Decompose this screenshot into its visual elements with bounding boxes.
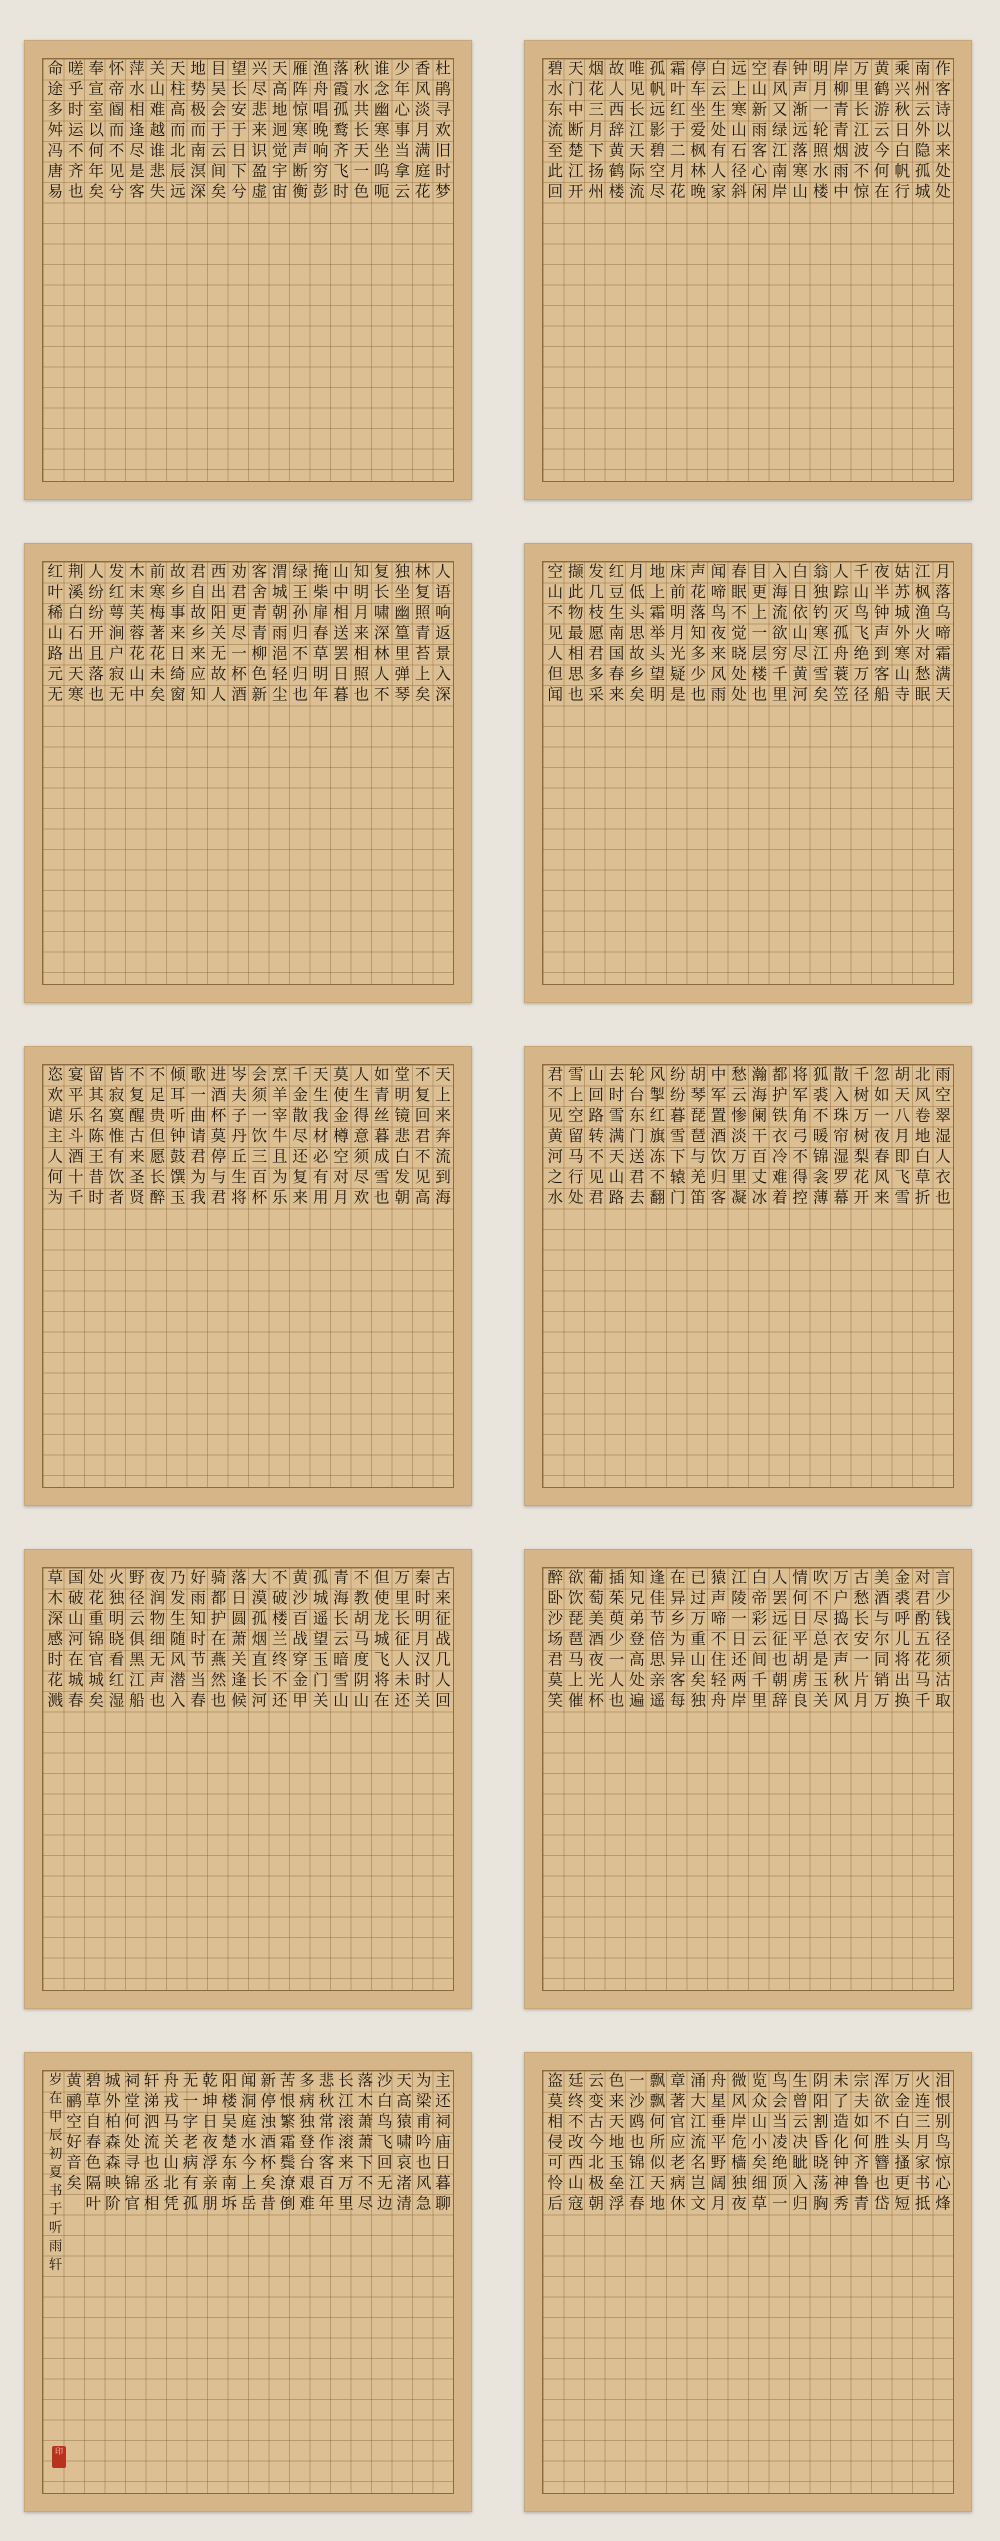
text-column: 祠堂何处寻锦官	[122, 2072, 141, 2216]
text-column: 钟声渐远落寒山	[790, 60, 809, 204]
text-column: 人语响返景入深	[433, 563, 451, 707]
text-column: 胡琴琵琶与羌笛	[688, 1066, 707, 1210]
text-column: 夜半钟声到客船	[871, 563, 890, 707]
text-column: 怀帝阍而不见兮	[106, 60, 125, 204]
text-column: 处花重锦官城矣	[86, 1569, 105, 1713]
text-column: 山中相送罢日暮	[330, 563, 349, 707]
calligraphy-panel	[524, 1046, 972, 1506]
text-column: 言少钱径须沽取	[933, 1569, 951, 1713]
text-column: 空山不见人但闻	[545, 563, 564, 707]
text-column: 葡萄美酒夜光杯	[586, 1569, 605, 1713]
text-column: 少年心事当拿云	[392, 60, 411, 204]
text-column: 醉卧沙场君莫笑	[545, 1569, 564, 1713]
text-columns	[542, 1064, 954, 1488]
calligraphy-panel	[24, 1046, 472, 1506]
text-column: 狐裘不暖锦衾薄	[810, 1066, 829, 1210]
text-column: 黄沙百战穿金甲	[290, 1569, 309, 1713]
text-column: 散入珠帘湿罗幕	[830, 1066, 849, 1210]
text-column: 章著官应老病休	[667, 2072, 686, 2216]
text-column: 不足贵但愿长醉	[147, 1066, 166, 1210]
text-column: 杜鹃寻欢旧时梦	[433, 60, 451, 204]
text-column: 林复照青苔上矣	[412, 563, 431, 707]
text-column: 作客诗以来处处	[933, 60, 951, 204]
text-column: 知明月来相照也	[351, 563, 370, 707]
text-column: 发红萼涧户寂无	[106, 563, 125, 707]
text-column: 白日依山尽黄河	[790, 563, 809, 707]
text-column: 堂明镜悲白发朝	[392, 1066, 411, 1210]
text-column: 留其名陈王昔时	[86, 1066, 105, 1210]
text-columns	[542, 58, 954, 482]
calligraphy-panel	[24, 2052, 472, 2512]
text-column: 色来天地玉垒浮	[606, 2072, 625, 2216]
text-column: 瀚海阑干百丈冰	[749, 1066, 768, 1210]
text-column: 天高地迥觉宇宙	[269, 60, 288, 204]
text-column: 白帝彩云间千里	[749, 1569, 768, 1713]
text-column: 唯见长江天际流	[626, 60, 645, 204]
text-column: 奉宣室以何年矣	[86, 60, 105, 204]
text-column: 闻啼鸟夜来风雨	[708, 563, 727, 707]
text-column: 君不见黄河之水	[545, 1066, 564, 1210]
text-column: 美酒与尔同销万	[871, 1569, 890, 1713]
text-column: 月低头思故乡矣	[626, 563, 645, 707]
text-column: 闻洞庭水今上岳	[238, 2072, 257, 2216]
text-column: 万里长江波不惊	[851, 60, 870, 204]
text-column: 如青丝暮成雪也	[371, 1066, 390, 1210]
text-column: 浑欲不胜簪也岱	[871, 2072, 890, 2216]
text-column: 对君酌五花马千	[912, 1569, 931, 1713]
text-column: 火连三月家书抵	[912, 2072, 931, 2216]
text-column: 目更上一层楼也	[749, 563, 768, 707]
text-column: 天高猿啸哀渚清	[394, 2072, 413, 2216]
text-column: 万金白头搔更短	[892, 2072, 911, 2216]
text-column: 地上霜举头望明	[647, 563, 666, 707]
text-column: 人罢远征也朝辞	[769, 1569, 788, 1713]
text-column: 中军置酒饮归客	[708, 1066, 727, 1210]
text-column: 乃发生随风潜入	[167, 1569, 186, 1713]
text-column: 黄鹤游云今何在	[871, 60, 890, 204]
text-column: 恣欢谑主人何为	[45, 1066, 64, 1210]
text-column: 泪恨别鸟惊心烽	[933, 2072, 951, 2216]
text-column: 无一字老病有孤	[180, 2072, 199, 2216]
text-column: 渭城朝雨浥轻尘	[269, 563, 288, 707]
text-column: 舟星垂平野阔月	[708, 2072, 727, 2216]
text-column: 但使龙城飞将在	[371, 1569, 390, 1713]
text-column: 为梁甫吟也风急	[413, 2072, 432, 2216]
text-column: 江枫渔火对愁眠	[912, 563, 931, 707]
text-column: 岸柳青青烟雨中	[830, 60, 849, 204]
text-column: 微风岸危樯独夜	[728, 2072, 747, 2216]
text-column: 雪上空留马行处	[565, 1066, 584, 1210]
text-column: 南州云外隐孤城	[912, 60, 931, 204]
text-column: 古愁长安一片月	[851, 1569, 870, 1713]
text-column: 野径云俱黑江船	[126, 1569, 145, 1713]
text-column: 霜叶红于二月花	[667, 60, 686, 204]
text-columns	[42, 2070, 454, 2494]
text-column: 主还祠庙日暮聊	[433, 2072, 451, 2216]
text-column: 关山难越谁悲失	[147, 60, 166, 204]
text-column: 香风淡月满庭花	[412, 60, 431, 204]
text-column: 渔舟唱晚响穷彭	[310, 60, 329, 204]
text-column: 烹羊宰牛且为乐	[269, 1066, 288, 1210]
text-column: 人踪灭孤舟蓑笠	[830, 563, 849, 707]
text-column: 胡天八月即飞雪	[892, 1066, 911, 1210]
text-column: 落木萧萧下不尽	[355, 2072, 374, 2216]
text-column: 知兄弟登高处遍	[626, 1569, 645, 1713]
text-column: 千树万树梨花开	[851, 1066, 870, 1210]
text-column: 长江滚滚来万里	[335, 2072, 354, 2216]
text-column: 千金散尽还复来	[290, 1066, 309, 1210]
text-column: 君自故乡来应知	[188, 563, 207, 707]
text-column: 万里长征人未还	[392, 1569, 411, 1713]
text-column: 木末芙蓉花山中	[126, 563, 145, 707]
text-column: 歌一曲请君为我	[188, 1066, 207, 1210]
text-column: 兴尽悲来识盈虚	[249, 60, 268, 204]
calligraphy-panel	[524, 543, 972, 1003]
text-column: 月落乌啼霜满天	[933, 563, 951, 707]
calligraphy-panel	[524, 2052, 972, 2512]
text-column: 愁云惨淡万里凝	[728, 1066, 747, 1210]
text-column: 黄鹂空好音矣	[63, 2072, 82, 2195]
text-column: 目吴会于云间矣	[208, 60, 227, 204]
text-column: 落霞孤鹜齐飞时	[330, 60, 349, 204]
text-column: 去时雪满天山路	[606, 1066, 625, 1210]
text-column: 不破楼兰终不还	[269, 1569, 288, 1713]
text-column: 地势极而南溟深	[188, 60, 207, 204]
text-column: 烟花三月下扬州	[586, 60, 605, 204]
text-column: 盗莫相侵可怜后	[545, 2072, 564, 2216]
text-column: 天上来奔流到海	[433, 1066, 451, 1210]
text-column: 声花落知多少也	[688, 563, 707, 707]
calligraphy-panel	[524, 40, 972, 500]
text-column: 进酒杯莫停与君	[208, 1066, 227, 1210]
text-column: 莫使金樽空对月	[330, 1066, 349, 1210]
text-column: 秋水共长天一色	[351, 60, 370, 204]
text-column: 城外柏森森映阶	[102, 2072, 121, 2216]
text-column: 望长安于日下兮	[228, 60, 247, 204]
text-column: 忽如一夜春风来	[871, 1066, 890, 1210]
text-column: 撷此物最相思也	[565, 563, 584, 707]
red-seal-stamp: 印	[52, 2446, 66, 2468]
text-column: 不复回君不见高	[412, 1066, 431, 1210]
text-column: 碧水东流至此回	[545, 60, 564, 204]
text-column: 翁独钓寒江雪矣	[810, 563, 829, 707]
text-column: 落日圆萧关逢候	[228, 1569, 247, 1713]
text-column: 天门中断楚江开	[565, 60, 584, 204]
text-column: 宴平乐斗酒十千	[65, 1066, 84, 1210]
text-column: 夜润物细无声也	[147, 1569, 166, 1713]
text-column: 情何日平胡虏良	[790, 1569, 809, 1713]
text-column: 未了造化钟神秀	[830, 2072, 849, 2216]
text-column: 嗟乎时运不齐也	[65, 60, 84, 204]
text-column: 红豆生南国春来	[606, 563, 625, 707]
text-column: 复长啸深林人不	[371, 563, 390, 707]
text-column: 西出阳关无故人	[208, 563, 227, 707]
text-column: 风掣红旗冻不翻	[647, 1066, 666, 1210]
text-column: 都护铁衣冷难着	[769, 1066, 788, 1210]
text-column: 一沙鸥也锦江春	[626, 2072, 645, 2216]
text-column: 猿声啼不住轻舟	[708, 1569, 727, 1713]
text-column: 孤城遥望玉门关	[310, 1569, 329, 1713]
text-column: 廷终不改西山寇	[565, 2072, 584, 2216]
calligraphy-panel	[24, 543, 472, 1003]
text-column: 会须一饮三百杯	[249, 1066, 268, 1210]
text-column: 苦恨繁霜鬓潦倒	[277, 2072, 296, 2216]
text-column: 舟戎马关山北凭	[161, 2072, 180, 2216]
text-column: 人生得意须尽欢	[351, 1066, 370, 1210]
text-column: 览众山小矣细草	[749, 2072, 768, 2216]
text-column: 草木深感时花溅	[45, 1569, 64, 1713]
text-column: 纷纷暮雪下辕门	[667, 1066, 686, 1210]
text-column: 劝君更尽一杯酒	[228, 563, 247, 707]
text-column: 故人西辞黄鹤楼	[606, 60, 625, 204]
text-column: 宗夫如何齐鲁青	[851, 2072, 870, 2216]
text-columns	[542, 2070, 954, 2494]
text-column: 在异乡为异客每	[667, 1569, 686, 1713]
text-column: 飘飘何所似天地	[647, 2072, 666, 2216]
text-column: 荆溪白石出天寒	[65, 563, 84, 707]
text-column: 好雨知时节当春	[188, 1569, 207, 1713]
text-columns	[42, 1064, 454, 1488]
text-column: 萍水相逢尽是客	[126, 60, 145, 204]
text-column: 逢佳节倍思亲遥	[647, 1569, 666, 1713]
text-column: 春风又绿江南岸	[769, 60, 788, 204]
text-column: 远上寒山石径斜	[728, 60, 747, 204]
text-column: 天柱高而北辰远	[167, 60, 186, 204]
text-column: 江陵一日还两岸	[728, 1569, 747, 1713]
text-column: 春眠不觉晓处处	[728, 563, 747, 707]
text-column: 千山鸟飞绝万径	[851, 563, 870, 707]
text-column: 青海长云暗雪山	[330, 1569, 349, 1713]
text-column: 停车坐爱枫林晚	[688, 60, 707, 204]
text-column: 骑都护在燕然也	[208, 1569, 227, 1713]
text-column: 雁阵惊寒声断衡	[290, 60, 309, 204]
text-column: 皆寂寞惟有饮者	[106, 1066, 125, 1210]
text-column: 发几枝愿君多采	[586, 563, 605, 707]
text-column: 古来征战几人回	[433, 1569, 451, 1713]
text-column: 倾耳听钟鼓馔玉	[167, 1066, 186, 1210]
text-column: 北风卷地白草折	[912, 1066, 931, 1210]
text-column: 将军角弓不得控	[790, 1066, 809, 1210]
text-column: 天生我材必有用	[310, 1066, 329, 1210]
text-column: 鸟会当凌绝顶一	[769, 2072, 788, 2216]
text-column: 不复醒古来圣贤	[126, 1066, 145, 1210]
text-column: 已过万重山矣独	[688, 1569, 707, 1713]
text-column: 火独明晓看红湿	[106, 1569, 125, 1713]
text-column: 国破山河在城春	[65, 1569, 84, 1713]
text-column: 悲秋常作客百年	[316, 2072, 335, 2216]
text-column: 掩柴扉春草明年	[310, 563, 329, 707]
text-column: 吹不尽总是玉关	[810, 1569, 829, 1713]
text-column: 大漠孤烟直长河	[249, 1569, 268, 1713]
calligraphy-panel	[24, 1549, 472, 2009]
text-column: 乘兴秋日白帆行	[892, 60, 911, 204]
text-column: 床前明月光疑是	[667, 563, 686, 707]
text-columns	[42, 561, 454, 985]
text-column: 金裘呼儿将出换	[892, 1569, 911, 1713]
text-column: 山回路转不见君	[586, 1066, 605, 1210]
text-column: 生曾云决眦入归	[790, 2072, 809, 2216]
text-column: 阴阳割昏晓荡胸	[810, 2072, 829, 2216]
text-column: 云变古今北极朝	[586, 2072, 605, 2216]
calligraphy-panel	[24, 40, 472, 500]
text-columns	[542, 1567, 954, 1991]
text-column: 孤帆远影碧空尽	[647, 60, 666, 204]
text-column: 插茱萸少一人也	[606, 1569, 625, 1713]
text-column: 故乡事来日绮窗	[167, 563, 186, 707]
text-column: 新停浊酒杯矣昔	[258, 2072, 277, 2216]
text-column: 万户捣衣声秋风	[830, 1569, 849, 1713]
text-column: 轩涕泗流也丞相	[141, 2072, 160, 2216]
calligraphy-panel	[524, 1549, 972, 2009]
text-column: 岑夫子丹丘生将	[228, 1066, 247, 1210]
text-column: 姑苏城外寒山寺	[892, 563, 911, 707]
text-column: 欲饮琵琶马上催	[565, 1569, 584, 1713]
text-column: 红叶稀山路元无	[45, 563, 64, 707]
text-column: 多病独登台艰难	[297, 2072, 316, 2216]
text-column: 客舍青青柳色新	[249, 563, 268, 707]
text-column: 谁念幽寒坐呜呃	[371, 60, 390, 204]
text-column: 绿王孙归不归也	[290, 563, 309, 707]
text-column: 沙白鸟飞回无边	[374, 2072, 393, 2216]
text-column: 入海流欲穷千里	[769, 563, 788, 707]
text-column: 空山新雨客心闲	[749, 60, 768, 204]
text-column: 秦时明月汉时关	[412, 1569, 431, 1713]
text-column: 乾坤日夜浮亲朋	[199, 2072, 218, 2216]
text-columns	[42, 1567, 454, 1991]
text-column: 不教胡马度阴山	[351, 1569, 370, 1713]
text-column: 人纷纷开且落也	[86, 563, 105, 707]
text-column: 涌大江流名岂文	[688, 2072, 707, 2216]
text-column: 命途多舛冯唐易	[45, 60, 64, 204]
text-columns	[542, 561, 954, 985]
text-column: 白云生处有人家	[708, 60, 727, 204]
text-column: 碧草自春色隔叶	[83, 2072, 102, 2216]
signature-inscription: 岁在甲辰初夏书于听雨轩	[45, 2072, 62, 2276]
text-columns	[42, 58, 454, 482]
text-column: 独坐幽篁里弹琴	[392, 563, 411, 707]
text-column: 阳楼吴楚东南坼	[219, 2072, 238, 2216]
text-column: 雨空翠湿人衣也	[933, 1066, 951, 1210]
text-column: 明月一轮照水楼	[810, 60, 829, 204]
text-column: 轮台东门送君去	[626, 1066, 645, 1210]
text-column: 前寒梅著花未矣	[147, 563, 166, 707]
